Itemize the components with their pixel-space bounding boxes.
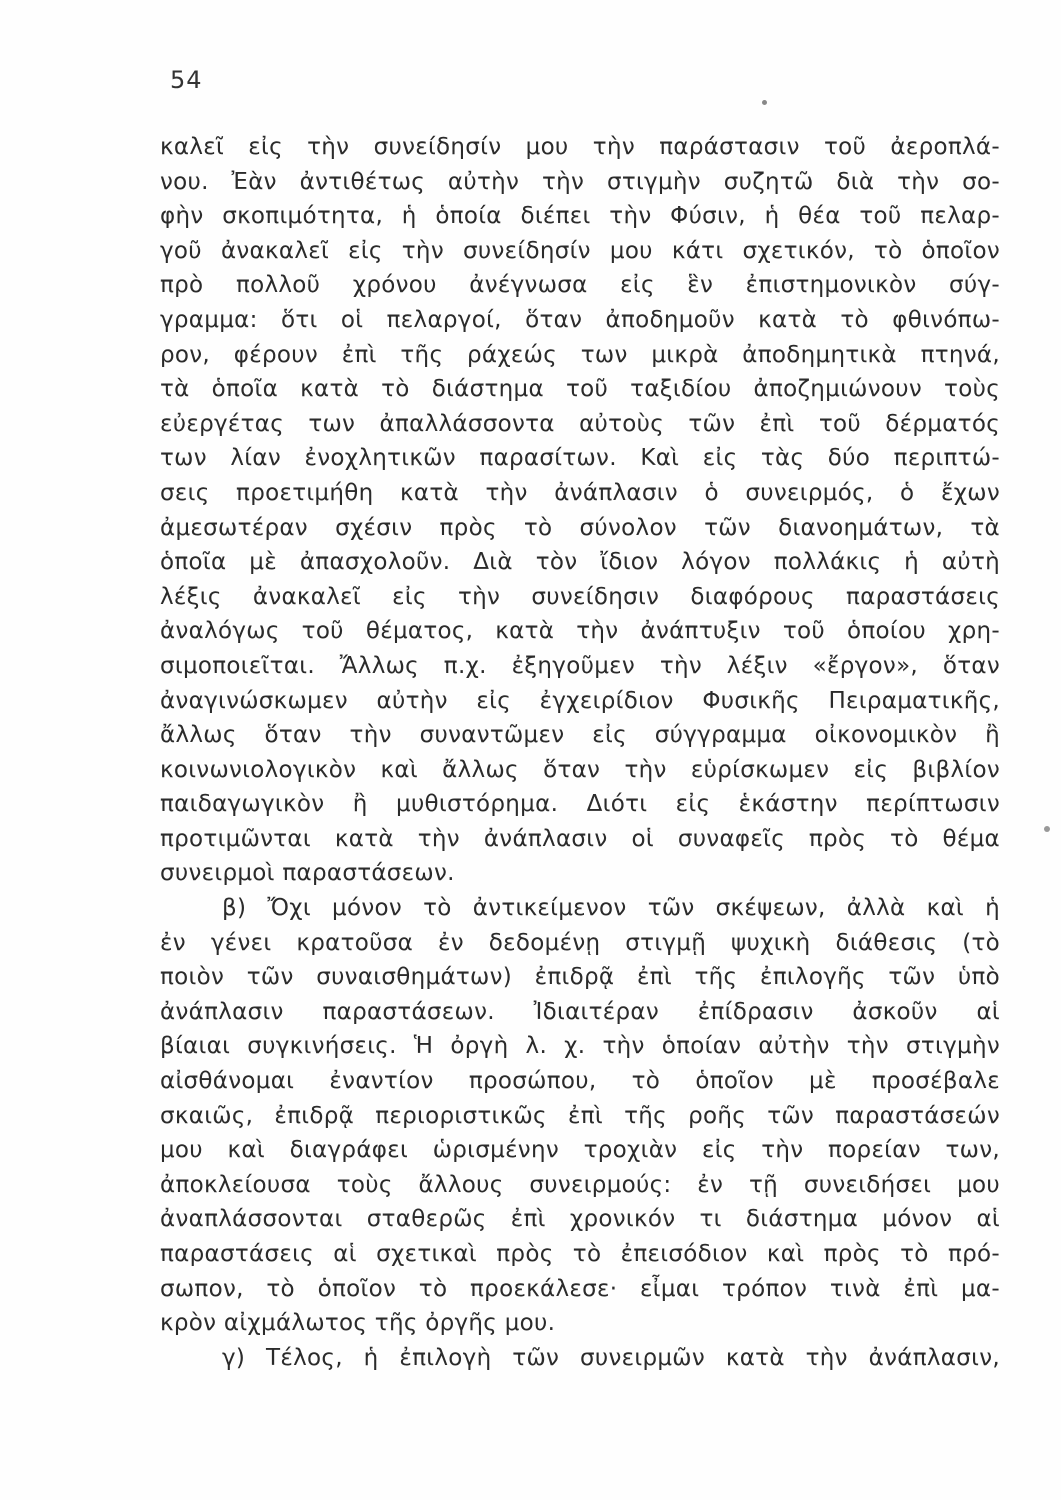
text-line: γ) Τέλος, ἡ ἐπιλογὴ τῶν συνειρμῶν κατὰ τὴν ἀνάπλασιν, <box>222 1344 1000 1371</box>
text-line: αἰσθάνομαι ἐναντίον προσώπου, τὸ ὁποῖον μὲ προσέβαλε <box>160 1068 1000 1095</box>
text-line: προτιμῶνται κατὰ τὴν ἀνάπλασιν οἱ συναφεῖς πρὸς τὸ θέμα <box>160 825 1000 852</box>
text-line: συνειρμοὶ παραστάσεων. <box>160 860 455 887</box>
text-line: πρὸ πολλοῦ χρόνου ἀνέγνωσα εἰς ἓν ἐπιστημονικὸν σύγ- <box>160 272 1000 299</box>
text-line: ἀμεσωτέραν σχέσιν πρὸς τὸ σύνολον τῶν διανοημάτων, τὰ <box>160 514 1000 541</box>
text-line: καλεῖ εἰς τὴν συνείδησίν μου τὴν παράστασιν τοῦ ἀεροπλά- <box>160 134 1000 160</box>
text-line: γραμμα: ὅτι οἱ πελαργοί, ὅταν ἀποδημοῦν κατὰ τὸ φθινόπω- <box>160 306 1000 333</box>
text-line: ἄλλως ὅταν τὴν συναντῶμεν εἰς σύγγραμμα οἰκονομικὸν ἢ <box>160 722 1000 749</box>
text-line: σκαιῶς, ἐπιδρᾷ περιοριστικῶς ἐπὶ τῆς ροῆς τῶν παραστάσεών <box>160 1102 1000 1129</box>
text-line: σωπον, τὸ ὁποῖον τὸ προεκάλεσε· εἶμαι τρόπον τινὰ ἐπὶ μα- <box>160 1275 1000 1302</box>
text-line: ρον, φέρουν ἐπὶ τῆς ράχεώς των μικρὰ ἀποδημητικὰ πτηνά, <box>160 341 1000 368</box>
text-line: παραστάσεις αἱ σχετικαὶ πρὸς τὸ ἐπεισόδιον καὶ πρὸς τὸ πρό- <box>160 1241 1000 1267</box>
text-line: β) Ὄχι μόνον τὸ ἀντικείμενον τῶν σκέψεων, ἀλλὰ καὶ ἡ <box>222 895 1000 922</box>
text-line: κοινωνιολογικὸν καὶ ἄλλως ὅταν τὴν εὑρίσκωμεν εἰς βιβλίον <box>160 756 1000 783</box>
body-text <box>160 130 1000 1375</box>
text-line: των λίαν ἐνοχλητικῶν παρασίτων. Καὶ εἰς τὰς δύο περιπτώ- <box>160 445 1000 472</box>
text-line: ὁποῖα μὲ ἀπασχολοῦν. Διὰ τὸν ἴδιον λόγον πολλάκις ἡ αὐτὴ <box>160 549 1000 576</box>
text-line: ἀναλόγως τοῦ θέματος, κατὰ τὴν ἀνάπτυξιν τοῦ ὁποίου χρη- <box>160 618 1000 645</box>
text-line: ἐν γένει κρατοῦσα ἐν δεδομένῃ στιγμῇ ψυχικὴ διάθεσις (τὸ <box>160 929 1000 956</box>
text-line: ἀναγινώσκωμεν αὐτὴν εἰς ἐγχειρίδιον Φυσικῆς Πειραματικῆς, <box>160 687 1000 714</box>
text-line: ἀποκλείουσα τοὺς ἄλλους συνειρμούς: ἐν τῇ συνειδήσει μου <box>160 1171 1000 1198</box>
text-line: ἀναπλάσσονται σταθερῶς ἐπὶ χρονικόν τι διάστημα μόνον αἱ <box>160 1206 1000 1233</box>
text-line: νου. Ἐὰν ἀντιθέτως αὐτὴν τὴν στιγμὴν συζητῶ διὰ τὴν σο- <box>160 168 1000 195</box>
text-line: βίαιαι συγκινήσεις. Ἡ ὀργὴ λ. χ. τὴν ὁποίαν αὐτὴν τὴν στιγμὴν <box>160 1033 1000 1060</box>
ink-speck <box>762 100 767 105</box>
text-line: κρὸν αἰχμάλωτος τῆς ὀργῆς μου. <box>160 1310 556 1337</box>
text-line: σεις προετιμήθη κατὰ τὴν ἀνάπλασιν ὁ συνειρμός, ὁ ἔχων <box>160 479 1000 506</box>
text-line: φὴν σκοπιμότητα, ἡ ὁποία διέπει τὴν Φύσιν, ἡ θέα τοῦ πελαρ- <box>160 203 1000 230</box>
text-line: μου καὶ διαγράφει ὡρισμένην τροχιὰν εἰς τὴν πορείαν των, <box>160 1137 1000 1164</box>
page-number: 54 <box>170 66 203 94</box>
text-line: παιδαγωγικὸν ἢ μυθιστόρημα. Διότι εἰς ἑκάστην περίπτωσιν <box>160 791 1000 818</box>
text-line: τὰ ὁποῖα κατὰ τὸ διάστημα τοῦ ταξιδίου ἀποζημιώνουν τοὺς <box>160 376 1000 403</box>
text-line: σιμοποιεῖται. Ἄλλως π.χ. ἐξηγοῦμεν τὴν λέξιν «ἔργον», ὅταν <box>160 652 1000 679</box>
text-line: γοῦ ἀνακαλεῖ εἰς τὴν συνείδησίν μου κάτι σχετικόν, τὸ ὁποῖον <box>160 237 1000 264</box>
text-line: ἀνάπλασιν παραστάσεων. Ἰδιαιτέραν ἐπίδρασιν ἀσκοῦν αἱ <box>160 998 1000 1025</box>
text-line: λέξις ἀνακαλεῖ εἰς τὴν συνείδησιν διαφόρους παραστάσεις <box>160 583 1000 610</box>
ink-speck <box>1044 826 1050 832</box>
text-line: εὐεργέτας των ἀπαλλάσσοντα αὐτοὺς τῶν ἐπὶ τοῦ δέρματός <box>160 410 1000 437</box>
text-line: ποιὸν τῶν συναισθημάτων) ἐπιδρᾷ ἐπὶ τῆς ἐπιλογῆς τῶν ὑπὸ <box>160 964 1000 991</box>
